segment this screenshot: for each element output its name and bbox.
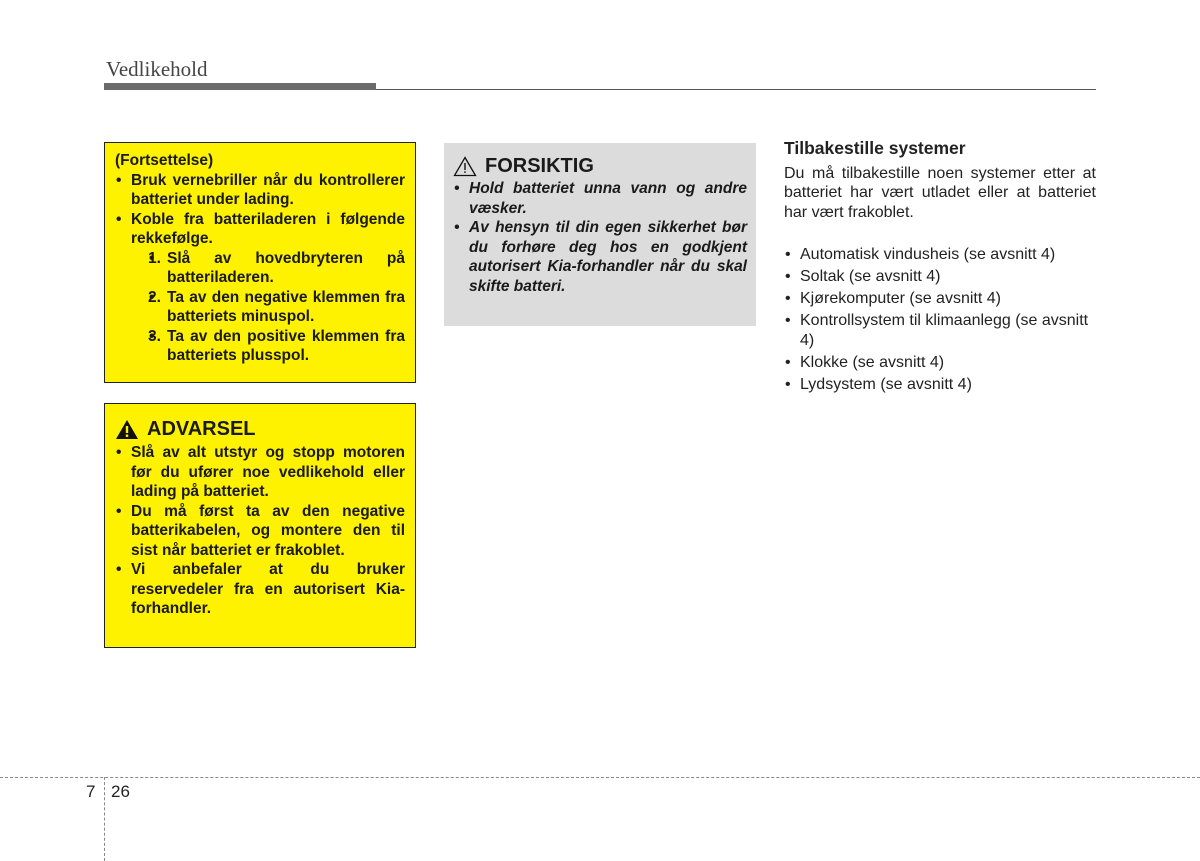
reset-list xyxy=(784,245,1096,394)
continued-notice-box xyxy=(104,142,416,383)
step-item xyxy=(148,249,405,288)
list-item: • Bruk vernebriller når du kontrollerer batteriet under lading. xyxy=(115,171,405,210)
caution-title-text: FORSIKTIG xyxy=(485,155,594,177)
warning-box xyxy=(104,403,416,648)
continued-list xyxy=(115,171,405,366)
list-item: • Lydsystem (se avsnitt 4) xyxy=(784,375,1096,395)
chapter-number: 7 xyxy=(86,782,96,801)
warning-title xyxy=(115,416,405,442)
continued-heading: (Fortsettelse) xyxy=(115,152,214,169)
list-item: • Automatisk vindusheis (se avsnitt 4) xyxy=(784,245,1096,265)
step-item xyxy=(148,327,405,366)
warning-title-text: ADVARSEL xyxy=(147,418,256,440)
header-rule-thin xyxy=(376,89,1096,90)
step-number: • 3. xyxy=(148,327,161,345)
step-text: Slå av hovedbryteren på batteriladeren. xyxy=(167,249,405,286)
caution-box xyxy=(444,143,756,326)
list-item: • Kontrollsystem til klimaanlegg (se avsnitt 4) xyxy=(784,311,1096,350)
warning-triangle-outline-icon xyxy=(453,156,477,177)
reset-intro: Du må tilbakestille noen systemer etter at batteriet har vært utladet eller at batteriet har vært frakoblet. xyxy=(784,164,1096,221)
footer-divider xyxy=(0,777,1200,778)
list-item: • Hold batteriet unna vann og andre væsker. xyxy=(453,179,747,218)
reset-heading: Tilbakestille systemer xyxy=(784,138,966,158)
list-item xyxy=(115,210,405,366)
list-item: • Klokke (se avsnitt 4) xyxy=(784,353,1096,373)
section-title: Vedlikehold xyxy=(106,57,208,81)
step-item xyxy=(148,288,405,327)
reset-systems-section xyxy=(784,139,1096,397)
list-item: • Slå av alt utstyr og stopp motoren før du ufører noe vedlikehold eller lading på batteriet. xyxy=(115,443,405,502)
page-number: 26 xyxy=(111,782,130,801)
list-item-text: Koble fra batteriladeren i følgende rekkefølge. xyxy=(131,210,405,247)
step-number: • 1. xyxy=(148,249,161,267)
list-item: • Du må først ta av den negative batterikabelen, og montere den til sist når batteriet er frakoblet. xyxy=(115,502,405,561)
steps-list xyxy=(131,249,405,366)
list-item: • Kjørekomputer (se avsnitt 4) xyxy=(784,289,1096,309)
step-number: • 2. xyxy=(148,288,161,306)
list-item: • Av hensyn til din egen sikkerhet bør du forhøre deg hos en godkjent autorisert Kia-forhandler når du skal skifte batteri. xyxy=(453,218,747,296)
list-item: • Soltak (se avsnitt 4) xyxy=(784,267,1096,287)
step-text: Ta av den positive klemmen fra batteriets plusspol. xyxy=(167,327,405,364)
step-text: Ta av den negative klemmen fra batteriets minuspol. xyxy=(167,288,405,325)
caution-list xyxy=(453,179,747,296)
caution-title xyxy=(453,153,747,179)
footer-vertical-divider xyxy=(104,777,105,861)
list-item: • Vi anbefaler at du bruker reservedeler fra en autorisert Kia-forhandler. xyxy=(115,560,405,619)
warning-triangle-filled-icon xyxy=(115,419,139,440)
header-rule-thick xyxy=(104,83,376,90)
warning-list xyxy=(115,443,405,619)
